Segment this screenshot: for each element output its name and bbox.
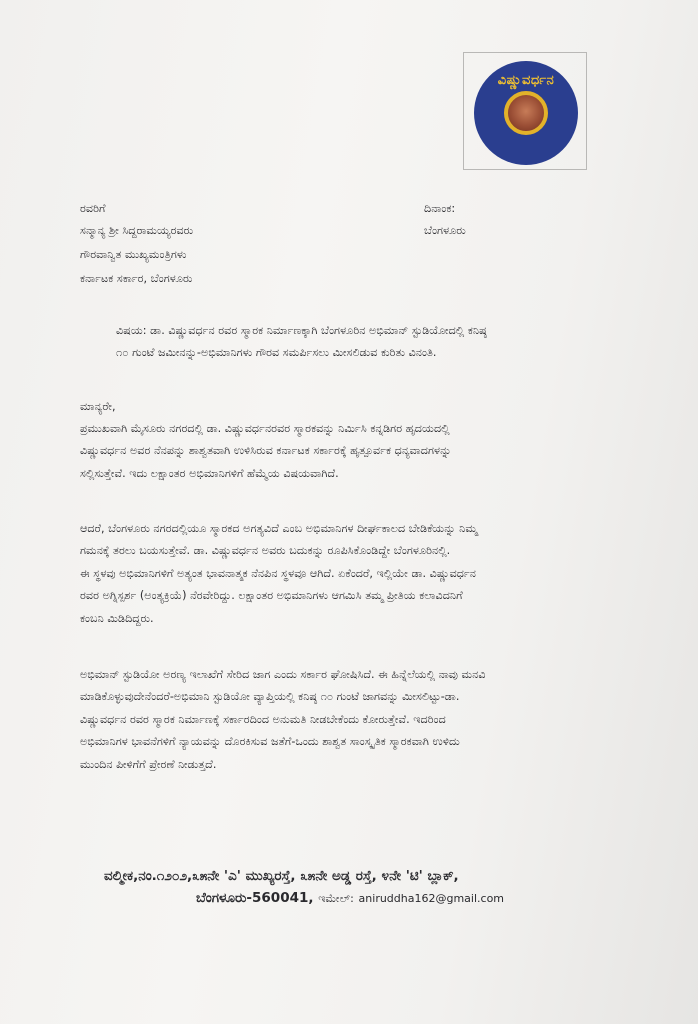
place-label: ಬೆಂಗಳೂರು <box>424 224 466 237</box>
paragraph-1 <box>80 418 660 485</box>
date-label: ದಿನಾಂಕ: <box>424 202 456 215</box>
paragraph-line: ಪ್ರಮುಖವಾಗಿ ಮೈಸೂರು ನಗರದಲ್ಲಿ ಡಾ. ವಿಷ್ಣುವರ್ಧನರವರ ಸ್ಮಾರಕವನ್ನು ನಿರ್ಮಿಸಿ ಕನ್ನಡಿಗರ ಹೃದಯದಲ್ಲಿ <box>80 422 450 435</box>
paragraph-line: ಸಲ್ಲಿಸುತ್ತೇವೆ. ಇದು ಲಕ್ಷಾಂತರ ಅಭಿಮಾನಿಗಳಿಗೆ ಹೆಮ್ಮೆಯ ವಿಷಯವಾಗಿದೆ. <box>80 466 339 480</box>
paragraph-3 <box>80 664 660 776</box>
logo-frame <box>463 52 587 170</box>
paragraph-line: ವಿಷ್ಣುವರ್ಧನ ರವರ ಸ್ಮಾರಕ ನಿರ್ಮಾಣಕ್ಕೆ ಸರ್ಕಾರದಿಂದ ಅನುಮತಿ ನೀಡಬೇಕೆಂದು ಕೋರುತ್ತೇವೆ. ಇದರಿಂದ <box>80 712 446 726</box>
recipient-line: ರವರಿಗೆ <box>80 202 106 215</box>
footer-address-line: ವಲ್ಮೀಕ,ನಂ.೧೨೦೨,೩೫ನೇ 'ಎ' ಮುಖ್ಯರಸ್ತೆ, ೩೫ನೇ ಅಡ್ಡ ರಸ್ತೆ, ೪ನೇ 'ಟಿ' ಬ್ಲಾಕ್, <box>104 868 459 884</box>
recipient-line: ಸನ್ಮಾನ್ಯ ಶ್ರೀ ಸಿದ್ದರಾಮಯ್ಯರವರು <box>80 224 194 237</box>
logo-text: ವಿಷ್ಣುವರ್ಧನ <box>497 73 555 88</box>
paragraph-line: ವಿಷ್ಣುವರ್ಧನ ಅವರ ನೆನಪನ್ನು ಶಾಶ್ವತವಾಗಿ ಉಳಿಸಿರುವ ಕರ್ನಾಟಕ ಸರ್ಕಾರಕ್ಕೆ ಹೃತ್ಪೂರ್ವಕ ಧನ್ಯವಾದಗಳನ್ನು <box>80 444 452 458</box>
paragraph-2 <box>80 518 660 630</box>
paragraph-line: ಗಮನಕ್ಕೆ ತರಲು ಬಯಸುತ್ತೇವೆ. ಡಾ. ವಿಷ್ಣುವರ್ಧನ ಅವರು ಬದುಕನ್ನು ರೂಪಿಸಿಕೊಂಡಿದ್ದೇ ಬೆಂಗಳೂರಿನಲ್ಲಿ. <box>80 544 451 558</box>
paragraph-line: ಮುಂದಿನ ಪೀಳಿಗೆಗೆ ಪ್ರೇರಣೆ ನೀಡುತ್ತದೆ. <box>80 757 217 771</box>
footer-city: ಬೆಂಗಳೂರು-560041, <box>196 890 314 906</box>
logo-portrait <box>504 91 548 135</box>
paragraph-line: ಕಂಬನಿ ಮಿಡಿದಿದ್ದರು. <box>80 611 154 625</box>
subject-line: ೧೦ ಗುಂಟೆ ಜಮೀನನ್ನು-ಅಭಿಮಾನಿಗಳು ಗೌರವ ಸಮರ್ಪಿಸಲು ಮೀಸಲಿಡುವ ಕುರಿತು ವಿನಂತಿ. <box>116 346 437 360</box>
email-address: aniruddha162@gmail.com <box>358 892 505 905</box>
vishnuvardhan-logo-icon <box>474 61 578 165</box>
paragraph-line: ಈ ಸ್ಥಳವು ಅಭಿಮಾನಿಗಳಿಗೆ ಅತ್ಯಂತ ಭಾವನಾತ್ಮಕ ನೆನಪಿನ ಸ್ಥಳವೂ ಆಗಿದೆ. ಏಕೆಂದರೆ, ಇಲ್ಲಿಯೇ ಡಾ. ವಿಷ್ಣುವರ್ಧನ <box>80 566 477 580</box>
paragraph-line: ಅಭಿಮಾನಿಗಳ ಭಾವನೆಗಳಿಗೆ ನ್ಯಾಯವನ್ನು ದೊರಕಿಸುವ ಜತೆಗೆ-ಒಂದು ಶಾಶ್ವತ ಸಾಂಸ್ಕೃತಿಕ ಸ್ಮಾರಕವಾಗಿ ಉಳಿದು <box>80 735 460 749</box>
paragraph-line: ಅಭಿಮಾನ್ ಸ್ಟುಡಿಯೋ ಅರಣ್ಯ ಇಲಾಖೆಗೆ ಸೇರಿದ ಜಾಗ ಎಂದು ಸರ್ಕಾರ ಘೋಷಿಸಿದೆ. ಈ ಹಿನ್ನೆಲೆಯಲ್ಲಿ ನಾವು ಮನವಿ <box>80 668 486 681</box>
paragraph-line: ಮಾಡಿಕೊಳ್ಳುವುದೇನೆಂದರೆ-ಅಭಿಮಾನಿ ಸ್ಟುಡಿಯೋ ವ್ಯಾಪ್ತಿಯಲ್ಲಿ ಕನಿಷ್ಠ ೧೦ ಗುಂಟೆ ಜಾಗವನ್ನು ಮೀಸಲಿಟ್ಟು-ಡಾ. <box>80 690 460 704</box>
salutation: ಮಾನ್ಯರೇ, <box>80 400 116 413</box>
recipient-line: ಗೌರವಾನ್ವಿತ ಮುಖ್ಯಮಂತ್ರಿಗಳು <box>80 248 187 261</box>
paragraph-line: ಆದರೆ, ಬೆಂಗಳೂರು ನಗರದಲ್ಲಿಯೂ ಸ್ಮಾರಕದ ಅಗತ್ಯವಿದೆ ಎಂಬ ಅಭಿಮಾನಿಗಳ ದೀರ್ಘಕಾಲದ ಬೇಡಿಕೆಯನ್ನು ನಿಮ್ಮ <box>80 522 478 535</box>
email-label: ಇಮೇಲ್: <box>318 892 354 905</box>
recipient-line: ಕರ್ನಾಟಕ ಸರ್ಕಾರ, ಬೆಂಗಳೂರು <box>80 272 193 285</box>
footer-contact-line <box>196 890 504 906</box>
paragraph-line: ರವರ ಅಗ್ನಿಸ್ಪರ್ಶ (ಅಂತ್ಯಕ್ರಿಯೆ) ನೆರವೇರಿದ್ದು. ಲಕ್ಷಾಂತರ ಅಭಿಮಾನಿಗಳು ಆಗಮಿಸಿ ತಮ್ಮ ಪ್ರೀತಿಯ ಕಲಾವಿದನಿಗೆ <box>80 589 463 603</box>
subject-line: ವಿಷಯ: ಡಾ. ವಿಷ್ಣುವರ್ಧನ ರವರ ಸ್ಮಾರಕ ನಿರ್ಮಾಣಕ್ಕಾಗಿ ಬೆಂಗಳೂರಿನ ಅಭಿಮಾನ್ ಸ್ಟುಡಿಯೋದಲ್ಲಿ ಕನಿಷ್ಠ <box>116 324 487 337</box>
subject <box>116 320 656 365</box>
